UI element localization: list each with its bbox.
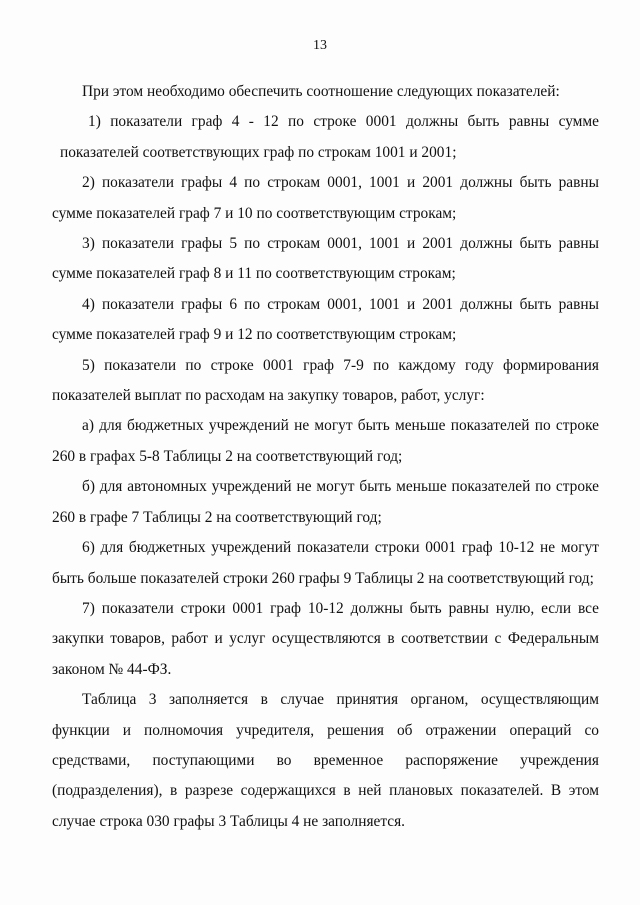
- list-item-7: 7) показатели строки 0001 граф 10-12 должны быть равны нулю, если все закупки товаров, работ и услуг осуществляются в соответствии с Федеральным законом № 44-ФЗ.: [52, 599, 599, 678]
- list-item-2: 2) показатели графы 4 по строкам 0001, 1001 и 2001 должны быть равны сумме показателей граф 7 и 10 по соответствующим строкам;: [52, 174, 599, 222]
- list-item-4: 4) показатели графы 6 по строкам 0001, 1001 и 2001 должны быть равны сумме показателей граф 9 и 12 по соответствующим строкам;: [52, 295, 599, 344]
- list-item-3: 3) показатели графы 5 по строкам 0001, 1001 и 2001 должны быть равны сумме показателей граф 8 и 11 по соответствующим строкам;: [52, 235, 599, 283]
- table3-paragraph: Таблица 3 заполняется в случае принятия органом, осуществляющим функции и полномочия учредителя, решения об отражении операций со средствами, поступающими во временное распоряжение учреждения (подразделения), в разрезе содержащихся в ней плановых показателей. В этом случае строка 030 графы 3 Таблицы 4 не заполняется.: [52, 691, 599, 830]
- list-item-5a: а) для бюджетных учреждений не могут быть меньше показателей по строке 260 в графах 5-8 Таблицы 2 на соответствующий год;: [52, 417, 599, 465]
- page-number: 13: [313, 38, 327, 53]
- list-item-5: 5) показатели по строке 0001 граф 7-9 по каждому году формирования показателей выплат по расходам на закупку товаров, работ, услуг:: [52, 356, 599, 405]
- intro-paragraph: При этом необходимо обеспечить соотношение следующих показателей:: [82, 83, 560, 100]
- list-item-5b: б) для автономных учреждений не могут быть меньше показателей по строке 260 в графе 7 Таблицы 2 на соответствующий год;: [52, 478, 599, 526]
- document-body: [52, 77, 599, 837]
- list-item-6: 6) для бюджетных учреждений показатели строки 0001 граф 10-12 не могут быть больше показателей строки 260 графы 9 Таблицы 2 на соответствующий год;: [52, 539, 599, 587]
- list-item-1: 1) показатели граф 4 - 12 по строке 0001 должны быть равны сумме показателей соответствующих граф по строкам 1001 и 2001;: [60, 113, 599, 161]
